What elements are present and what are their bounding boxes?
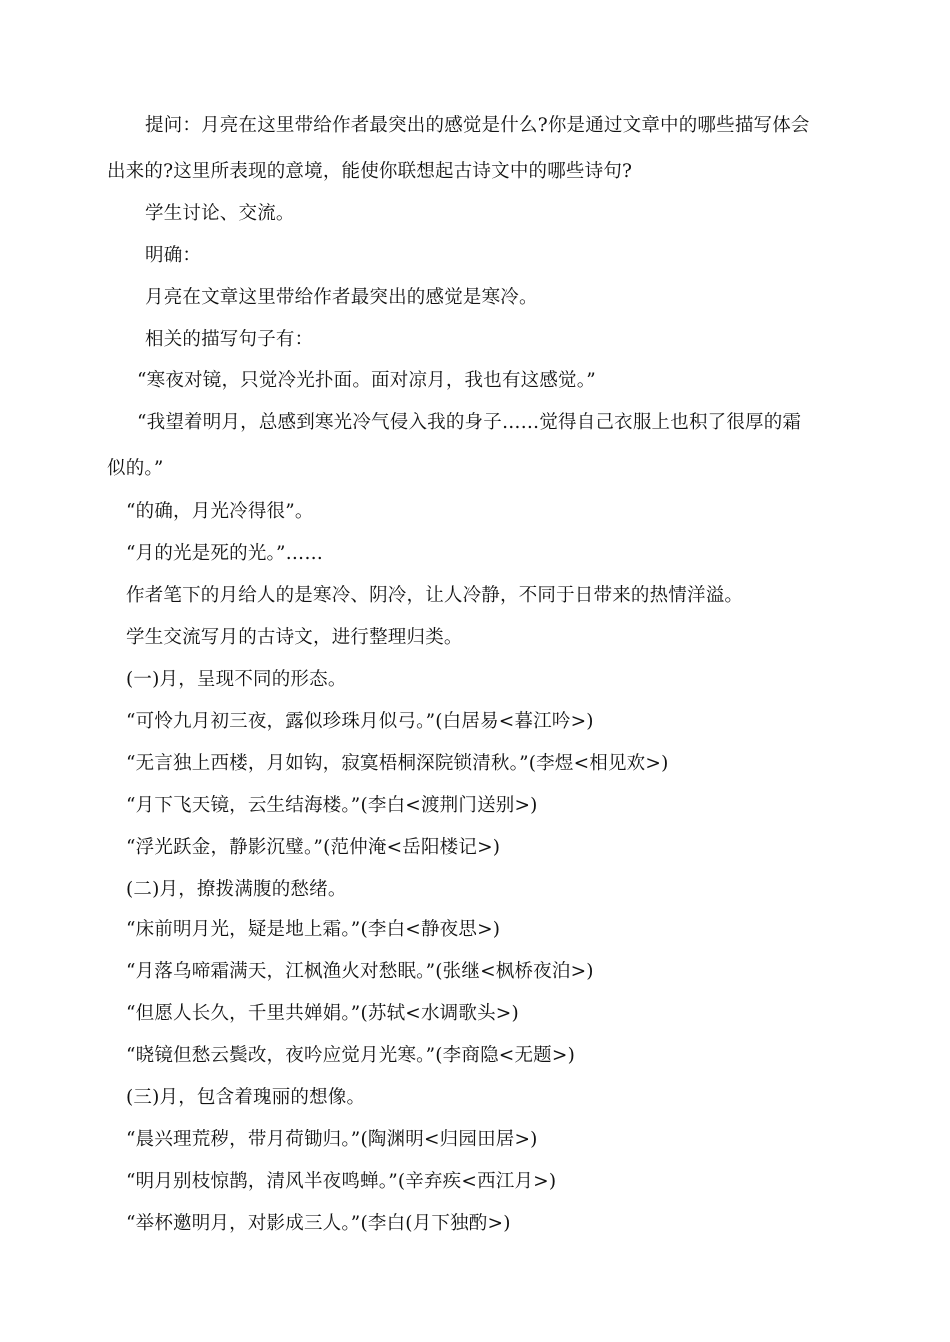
quote-line-2-cont: 似的。” (107, 458, 164, 479)
poem-line: “但愿人长久，千里共婵娟。”(苏轼<水调歌头>) (126, 1003, 519, 1024)
question-line-1: 提问：月亮在这里带给作者最突出的感觉是什么?你是通过文章中的哪些描写体会 (145, 115, 810, 136)
discussion-line: 学生讨论、交流。 (145, 203, 295, 224)
quote-line-4: “月的光是死的光。”…… (126, 543, 324, 564)
clarify-line: 明确： (145, 245, 202, 266)
summary-line: 作者笔下的月给人的是寒冷、阴冷，让人冷静，不同于日带来的热情洋溢。 (126, 585, 744, 606)
poem-line: “可怜九月初三夜，露似珍珠月似弓。”(白居易<暮江吟>) (126, 711, 594, 732)
poem-line: “浮光跃金，静影沉璧。”(范仲淹<岳阳楼记>) (126, 837, 501, 858)
category-2-heading: (二)月，撩拨满腹的愁绪。 (126, 879, 347, 900)
answer-line: 月亮在文章这里带给作者最突出的感觉是寒冷。 (145, 287, 538, 308)
poem-line: “无言独上西楼，月如钩，寂寞梧桐深院锁清秋。”(李煜<相见欢>) (126, 753, 669, 774)
category-3-heading: (三)月，包含着瑰丽的想像。 (126, 1087, 366, 1108)
poem-line: “晓镜但愁云鬓改，夜吟应觉月光寒。”(李商隐<无题>) (126, 1045, 576, 1066)
question-line-2: 出来的?这里所表现的意境，能使你联想起古诗文中的哪些诗句? (107, 161, 633, 182)
poem-line: “月下飞天镜，云生结海楼。”(李白<渡荆门送别>) (126, 795, 538, 816)
quote-line-2: “我望着明月，总感到寒光冷气侵入我的身子……觉得自己衣服上也积了很厚的霜 (137, 412, 802, 433)
poem-line: “晨兴理荒秽，带月荷锄归。”(陶渊明<归园田居>) (126, 1129, 538, 1150)
poem-line: “月落乌啼霜满天，江枫渔火对愁眠。”(张继<枫桥夜泊>) (126, 961, 594, 982)
poem-line: “明月别枝惊鹊，清风半夜鸣蝉。”(辛弃疾<西江月>) (126, 1171, 557, 1192)
exchange-line: 学生交流写月的古诗文，进行整理归类。 (126, 627, 463, 648)
quote-line-3: “的确，月光冷得很”。 (126, 501, 314, 522)
poem-line: “举杯邀明月，对影成三人。”(李白(月下独酌>) (126, 1213, 511, 1234)
related-sentences-heading: 相关的描写句子有： (145, 329, 314, 350)
poem-line: “床前明月光，疑是地上霜。”(李白<静夜思>) (126, 919, 501, 940)
quote-line-1: “寒夜对镜，只觉冷光扑面。面对凉月，我也有这感觉。” (137, 370, 596, 391)
category-1-heading: (一)月，呈现不同的形态。 (126, 669, 347, 690)
